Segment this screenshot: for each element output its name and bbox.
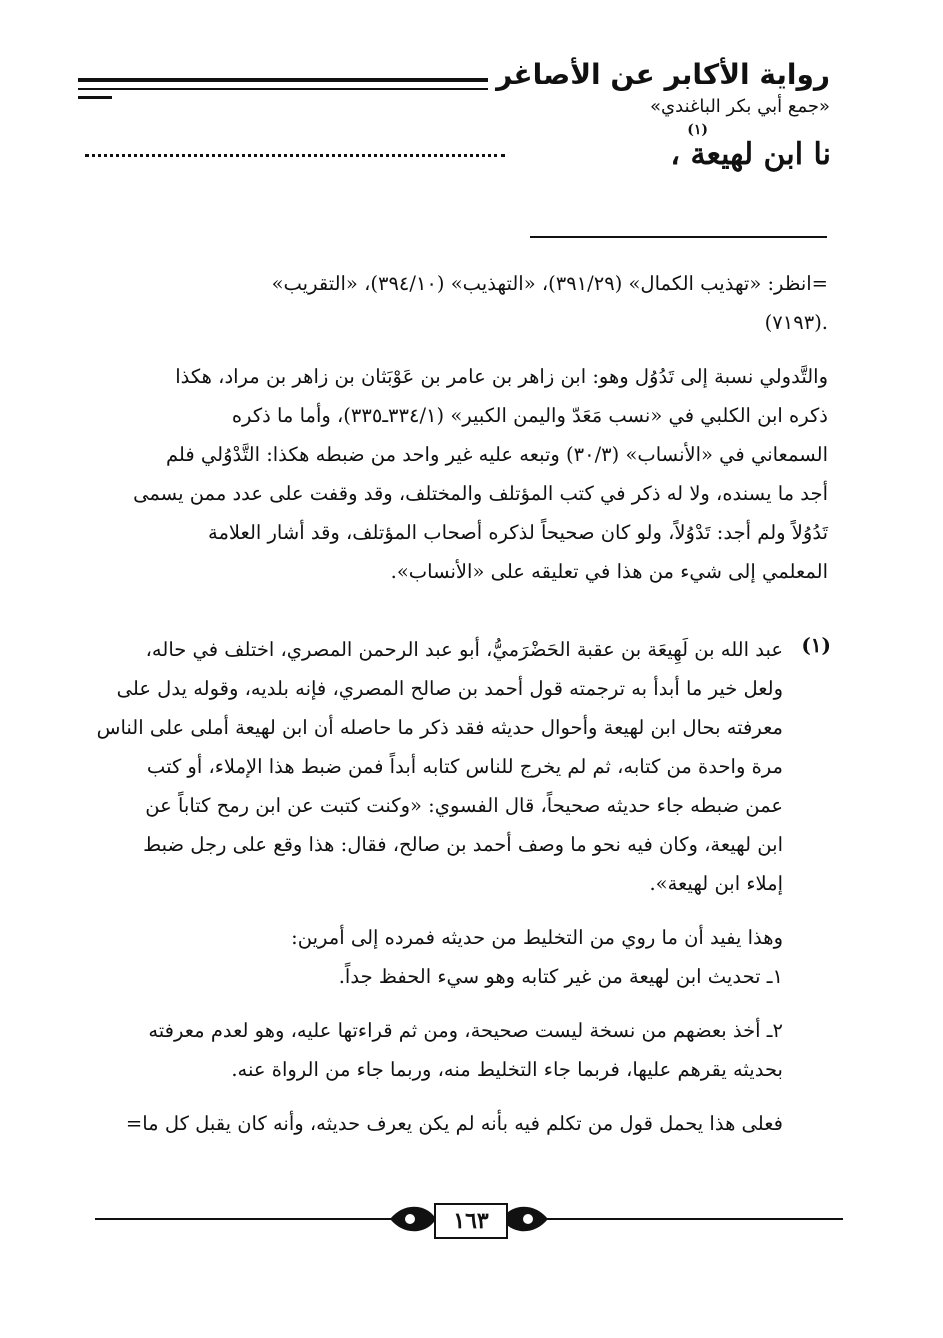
footnote-line: المعلمي إلى شيء من هذا في تعليقه على «الأنساب». [390,560,828,583]
footnote-line: ذكره ابن الكلبي في «نسب مَعَدّ واليمن الكبير» (٣٣٤/١ـ٣٣٥)، وأما ما ذكره [231,404,828,427]
footnote-line: إملاء ابن لهيعة». [649,872,783,895]
footnote-line: السمعاني في «الأنساب» (٣٠/٣) وتبعه عليه غير واحد من ضبطه هكذا: التَّدْوُلي فلم [165,443,828,466]
footnote-line: مرة واحدة من كتابه، ثم لم يخرج للناس كتابه أبداً فمن ضبط هذا الإملاء، أو كتب [146,755,783,778]
footnote-number: (١) [801,633,831,657]
header-rule-short [78,96,112,99]
footnote-line: (٧١٩٣). [764,311,828,334]
isnad-comma: ، [670,137,681,172]
book-title: رواية الأكابر عن الأصاغر [488,58,830,92]
page-number: ١٦٣ [434,1203,508,1239]
footnote-line: عبد الله بن لَهِيعَة بن عقبة الحَضْرَميُّ، أبو عبد الرحمن المصري، اختلف في حاله، [145,638,783,661]
footnote-line: أجد ما يسنده، ولا له ذكر في كتب المؤتلف والمختلف، وقد وقفت على عدد ممن يسمى [133,482,828,505]
footnote-line: تَدُوُلاً ولم أجد: تَدْوُلاً، ولو كان صحيحاً لذكره أصحاب المؤتلف، وقد أشار العلامة [208,521,828,544]
footer-rule-left [95,1218,395,1220]
footnote-line: عمن ضبطه جاء حديثه صحيحاً، قال الفسوي: «وكنت كتبت عن ابن رمح كتاباً عن [145,794,783,817]
isnad-label: نا ابن لهيعة [690,137,831,172]
footnote-list-item: ١ـ تحديث ابن لهيعة من غير كتابه وهو سيء الحفظ جداً. [338,965,783,988]
footnote-line: وهذا يفيد أن ما روي من التخليط من حديثه فمرده إلى أمرين: [291,926,783,949]
footnote-line: والتَّدولي نسبة إلى تَدُوُل وهو: ابن زاهر بن عامر بن عَوْبَثان بن زاهر بن مراد، هكذا [175,365,828,388]
footnote-reference: (١) [687,122,708,138]
footer-rule-right [545,1218,843,1220]
footnote-separator [530,236,827,238]
footnote-line: بحديثه يقرهم عليها، فربما جاء التخليط منه، وربما جاء من الرواة عنه. [231,1058,783,1081]
page-number-ornament [388,1201,550,1237]
footnote-line: ابن لهيعة، وكان فيه نحو ما وصف أحمد بن صالح، فقال: هذا وقع على رجل ضبط [143,833,783,856]
footnote-line: =انظر: «تهذيب الكمال» (٣٩١/٢٩)، «التهذيب» (٣٩٤/١٠)، «التقريب» [271,272,828,295]
footnote-line: فعلى هذا يحمل قول من تكلم فيه بأنه لم يكن يعرف حديثه، وأنه كان يقبل كل ما= [125,1112,783,1135]
dotted-leader [85,154,505,157]
footnote-list-item: ٢ـ أخذ بعضهم من نسخة ليست صحيحة، ومن ثم قراءتها عليه، وهو لعدم معرفته [148,1019,783,1042]
isnad-line [85,122,831,180]
footnote-line: معرفته بحال ابن لهيعة وأحوال حديثه فقد ذكر ما حاصله أن ابن لهيعة أملى على الناس [96,716,783,739]
footnote-line: ولعل خير ما أبدأ به ترجمته قول أحمد بن صالح المصري، فإنه بلديه، وقوله يدل على [116,677,783,700]
book-subtitle: «جمع أبي بكر الباغندي» [642,96,830,118]
